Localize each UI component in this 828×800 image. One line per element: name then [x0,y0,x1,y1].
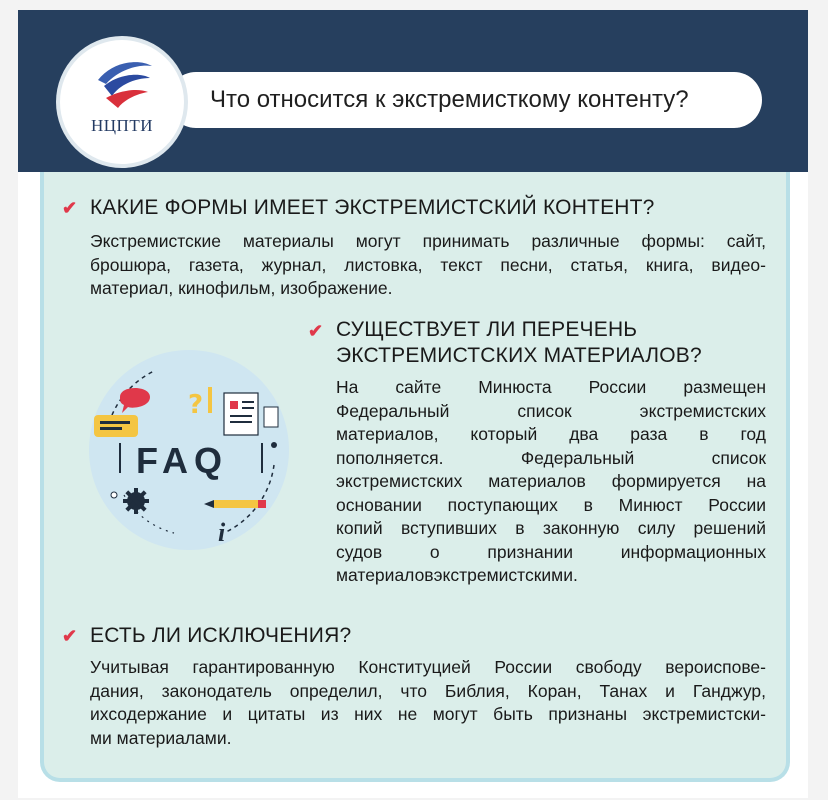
check-icon: ✔ [308,321,324,341]
speech-bubble-icon [94,415,138,437]
faq-illustration [84,345,294,555]
section-heading-exceptions: ЕСТЬ ЛИ ИСКЛЮЧЕНИЯ? [90,624,352,647]
text-line: брошюра, газета, журнал, листовка, текст песни, статья, книга, видео- [90,254,766,275]
check-icon: ✔ [62,198,78,218]
question-mark-icon: ? [188,390,204,420]
text-line: экстремистских материалов формируется на [336,471,766,491]
info-icon: i [218,518,226,547]
text-line: материал, кинофильм, изображение. [90,278,393,298]
page-title: Что относится к экстремисткому контенту? [210,86,689,113]
section-heading-list-line1: СУЩЕСТВУЕТ ЛИ ПЕРЕЧЕНЬ [336,318,638,341]
section-heading-forms: КАКИЕ ФОРМЫ ИМЕЕТ ЭКСТРЕМИСТСКИЙ КОНТЕНТ? [90,196,655,219]
text-line: копий вступивших в законную силу решений [336,518,766,538]
text-line: дания, законодатель определил, что Библия, Коран, Танах и Ганджур, [90,680,766,701]
logo-text: НЦПТИ [91,116,153,135]
pencil-icon [204,500,266,508]
text-line: На сайте Минюста России размещен [336,377,766,397]
section-text-list [336,376,766,588]
poster [18,10,808,798]
title-pill [168,72,762,128]
logo-swoosh-icon [60,40,184,120]
text-line: Федеральный список экстремистских [336,400,766,421]
text-line: материалов, который два раза в год [336,424,766,444]
text-line: Учитывая гарантированную Конституцией России свободу вероиспове- [90,657,766,677]
text-line: основании поступающих в Минюст России [336,494,766,515]
text-line: судов о признании информационных [336,541,766,562]
faq-label: FAQ [136,440,229,481]
section-text-forms [90,230,766,301]
text-line: материаловэкстремистскими. [336,565,578,585]
text-line: ми материалами. [90,727,232,748]
text-line: пополняется. Федеральный список [336,447,766,468]
text-line: Экстремистские материалы могут принимать различные формы: сайт, [90,231,766,251]
section-heading-list-line2: ЭКСТРЕМИСТСКИХ МАТЕРИАЛОВ? [336,344,702,367]
section-text-exceptions [90,656,766,750]
check-icon: ✔ [62,626,78,646]
document-icon [224,393,258,435]
logo [60,40,184,164]
gear-icon [123,488,149,514]
text-line: ихсодержание и цитаты из них не могут быть признаны экстремистски- [90,704,766,724]
